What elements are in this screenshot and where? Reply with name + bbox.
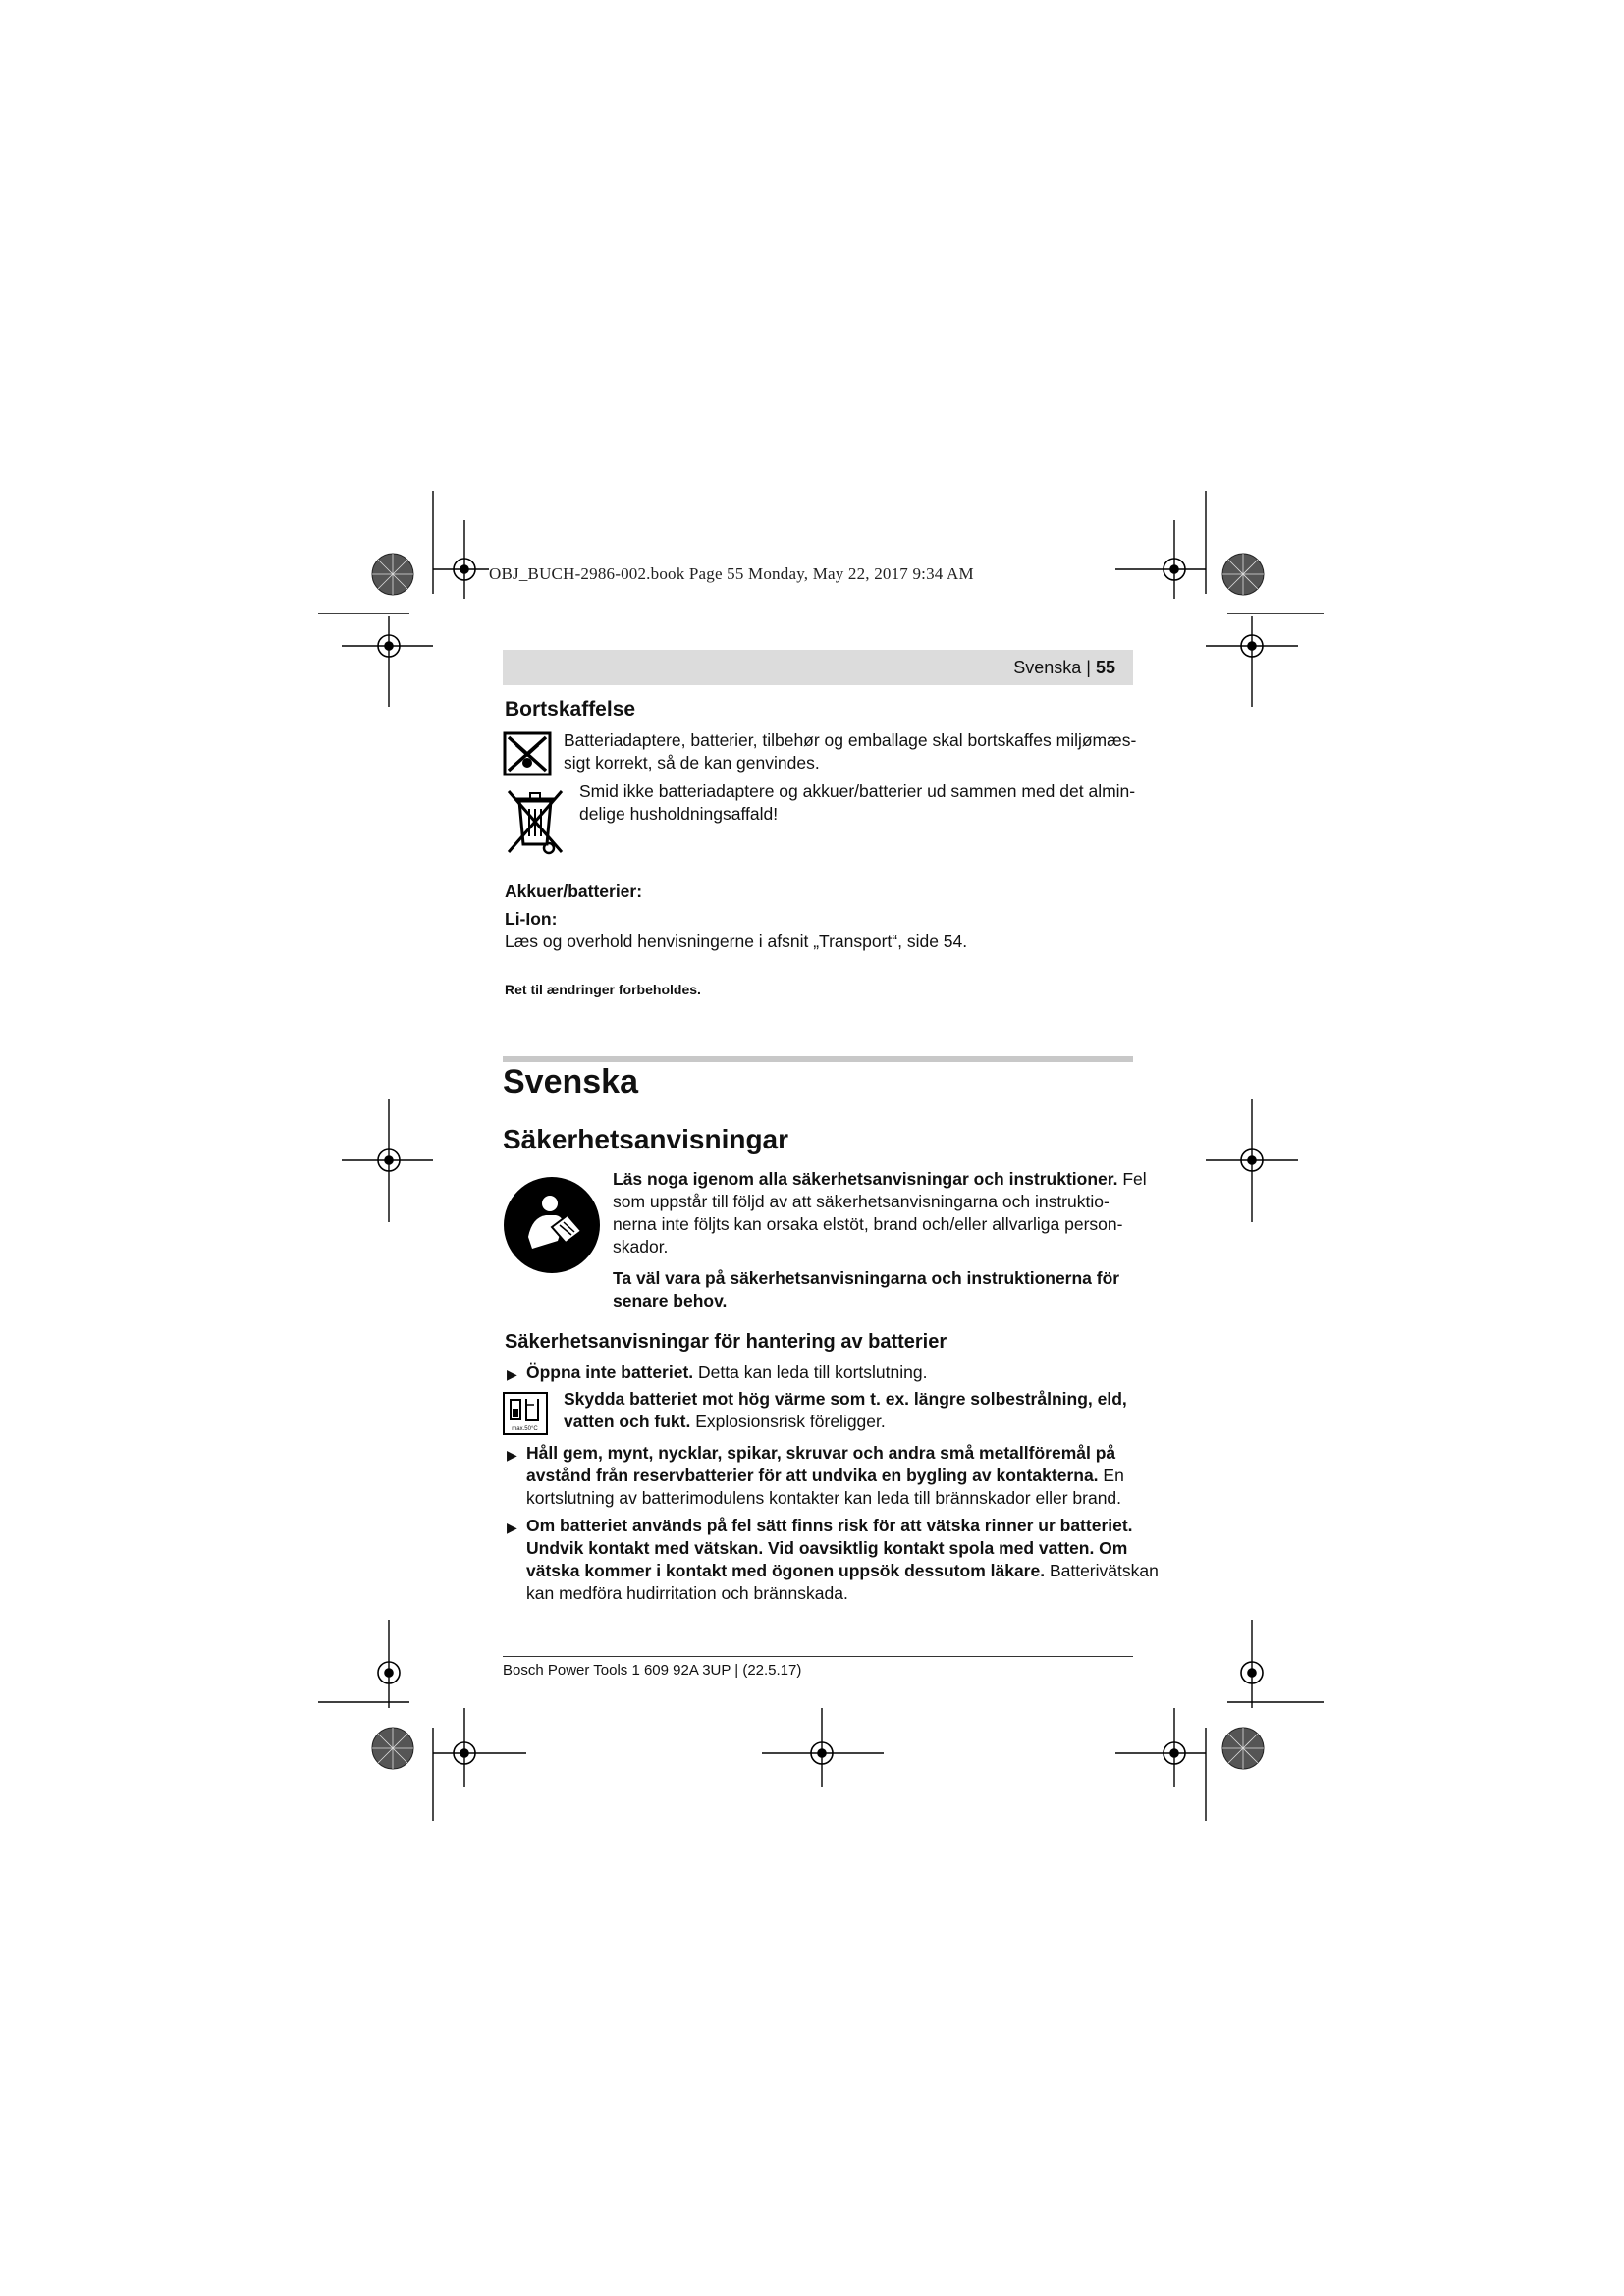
battery-item-4-line1: Om batteriet används på fel sätt finns risk för att vätska rinner ur batteriet. [526, 1516, 1133, 1535]
disposal-text-1 [564, 729, 1136, 774]
recycle-icon [503, 731, 552, 776]
page-number-label [1013, 658, 1115, 678]
header-section: Svenska | [1013, 658, 1091, 677]
heat-warning-icon [503, 1392, 548, 1435]
page-number: 55 [1095, 658, 1115, 677]
battery-item-1 [526, 1362, 927, 1384]
disposal-text-1-line2: sigt korrekt, så de kan genvindes. [564, 753, 820, 773]
heading-akkuer: Akkuer/batterier: [505, 881, 643, 901]
print-slug: OBJ_BUCH-2986-002.book Page 55 Monday, May 22, 2017 9:34 AM [489, 564, 974, 583]
intro-rest: Fel [1117, 1169, 1147, 1189]
battery-item-4-bold: vätska kommer i kontakt med ögonen uppsök dessutom läkare. [526, 1561, 1046, 1580]
heading-bortskaffelse: Bortskaffelse [505, 698, 636, 721]
battery-item-2-bold: vatten och fukt. [564, 1412, 691, 1431]
bullet-icon: ▶ [507, 1447, 517, 1463]
li-ion-text: Læs og overhold henvisningerne i afsnit „Transport“, side 54. [505, 932, 968, 951]
battery-item-1-bold: Öppna inte batteriet. [526, 1362, 694, 1382]
battery-item-4-line2: Undvik kontakt med vätskan. Vid oavsiktlig kontakt spola med vatten. Om [526, 1538, 1128, 1558]
heading-sakerhetsanvisningar: Säkerhetsanvisningar [503, 1124, 789, 1154]
battery-item-2-line1: Skydda batteriet mot hög värme som t. ex. längre solbestrålning, eld, [564, 1389, 1127, 1409]
section-divider [503, 1056, 1133, 1062]
battery-item-3 [526, 1442, 1124, 1510]
section-title-svenska: Svenska [503, 1063, 638, 1100]
keep-line1: Ta väl vara på säkerhetsanvisningarna och instruktionerna för [613, 1268, 1120, 1288]
keep-instructions [613, 1267, 1119, 1312]
heading-battery-safety: Säkerhetsanvisningar för hantering av batterier [505, 1331, 947, 1353]
heat-icon-label: max.50°C [512, 1426, 538, 1432]
battery-item-4-line4: kan medföra hudirritation och brännskada. [526, 1583, 848, 1603]
intro-line4: skador. [613, 1237, 669, 1256]
disposal-text-1-line1: Batteriadaptere, batterier, tilbehør og emballage skal bortskaffes miljømæs- [564, 730, 1137, 750]
heading-li-ion: Li-Ion: [505, 909, 558, 929]
bullet-icon: ▶ [507, 1520, 517, 1535]
page-header-bar [503, 650, 1133, 685]
intro-bold: Läs noga igenom alla säkerhetsanvisningar och instruktioner. [613, 1169, 1118, 1189]
crossed-bin-icon [503, 785, 568, 856]
changes-reserved: Ret til ændringer forbeholdes. [505, 982, 701, 997]
intro-line2: som uppstår till följd av att säkerhetsanvisningarna och instruktio- [613, 1192, 1110, 1211]
battery-item-1-rest: Detta kan leda till kortslutning. [693, 1362, 928, 1382]
bullet-icon: ▶ [507, 1366, 517, 1382]
disposal-text-2 [579, 780, 1135, 826]
battery-item-3-line3: kortslutning av batterimodulens kontakter kan leda till brännskador eller brand. [526, 1488, 1122, 1508]
battery-item-4 [526, 1515, 1159, 1605]
battery-item-4-rest: Batterivätskan [1045, 1561, 1159, 1580]
intro-paragraph [613, 1168, 1147, 1258]
battery-item-3-rest: En [1098, 1466, 1124, 1485]
battery-item-3-line1: Håll gem, mynt, nycklar, spikar, skruvar och andra små metallföremål på [526, 1443, 1116, 1463]
disposal-text-2-line1: Smid ikke batteriadaptere og akkuer/batterier ud sammen med det almin- [579, 781, 1136, 801]
battery-item-2 [564, 1388, 1127, 1433]
footer-rule [503, 1656, 1133, 1657]
thermometer-icon [505, 1395, 545, 1424]
read-manual-icon [503, 1176, 601, 1274]
disposal-text-2-line2: delige husholdningsaffald! [579, 804, 779, 824]
keep-line2: senare behov. [613, 1291, 728, 1310]
intro-line3: nerna inte följts kan orsaka elstöt, brand och/eller allvarliga person- [613, 1214, 1123, 1234]
battery-item-3-bold: avstånd från reservbatterier för att undvika en bygling av kontakterna. [526, 1466, 1099, 1485]
battery-item-2-rest: Explosionsrisk föreligger. [690, 1412, 886, 1431]
page-footer: Bosch Power Tools 1 609 92A 3UP | (22.5.17) [503, 1662, 802, 1679]
